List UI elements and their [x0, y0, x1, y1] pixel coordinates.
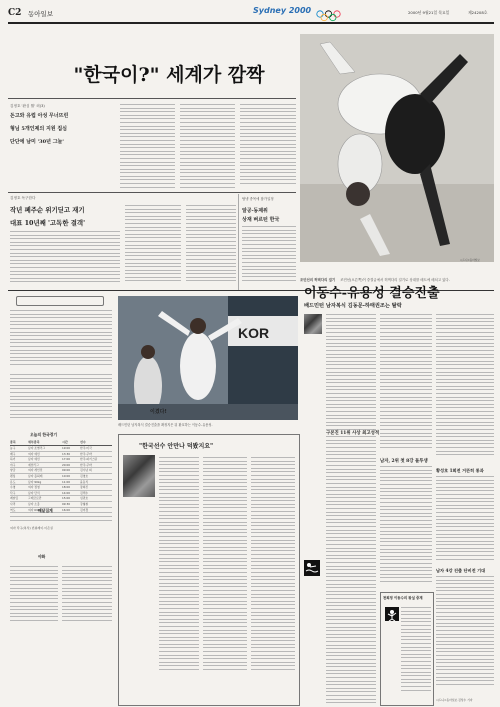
table-cell: 강형철: [80, 501, 89, 506]
table-cell: 김택수: [80, 490, 89, 495]
judo-caption-label: 조민선의 허벅다리 걸기: [300, 278, 336, 282]
swimming-icon: [304, 560, 320, 576]
table-cell: 한국-파키스탄: [80, 457, 98, 462]
archery-headline-2: 대표 10년째 '고독한 결객': [10, 219, 86, 227]
section-name: 동아일보: [28, 10, 54, 18]
table-cell: 김미경: [80, 507, 89, 512]
table-cell: 그레코로만: [28, 496, 42, 501]
table-cell: 수영: [10, 485, 16, 490]
table-cell: 여자 개인전: [28, 468, 43, 473]
korea-today-title: 오늘의 한국경기: [30, 432, 57, 437]
table-cell: 배구: [10, 451, 16, 456]
table-cell: 김수녕 외: [80, 468, 92, 473]
table-cell: 하키: [10, 457, 16, 462]
issue-date: 2000년 9월21일 목요일: [408, 10, 450, 15]
table-cell: 19:00: [62, 446, 71, 450]
table-cell: 13:30: [62, 451, 71, 456]
korea-today-table: [10, 440, 112, 513]
table-header-cell: 선수: [80, 440, 86, 444]
main-body-col1: [326, 314, 376, 704]
comment-body-2: [203, 457, 247, 697]
lead-body-col3: [240, 104, 296, 190]
table-cell: 18:00: [62, 485, 71, 490]
table-cell: 09:30: [62, 501, 71, 506]
table-cell: 펜싱: [10, 473, 16, 478]
comment-body-1: [159, 457, 199, 697]
left-box-body: [10, 310, 112, 370]
bottom-box-body: [401, 607, 431, 697]
lead-deck-line: 단단에 남미 '30년 그늘': [10, 139, 64, 145]
table-cell: 여자 69kg: [28, 507, 42, 512]
archery-body-left: [10, 231, 120, 287]
main-section-head: 남자, 2위 첫 8강 돌투생: [380, 459, 428, 464]
table-cell: 16:00: [62, 507, 71, 512]
table-cell: 야구: [10, 462, 16, 467]
table-cell: 유도: [10, 479, 16, 484]
table-cell: 15:00: [62, 496, 71, 501]
header-rule: [8, 22, 494, 24]
table-cell: 윤동식: [80, 479, 89, 484]
side-column-tag: 팀냉 종목에 참가일정: [242, 197, 274, 201]
table-header-cell: 시간: [62, 440, 68, 444]
badminton-caption: 배드민턴 남자복식 결승진출을 확정지은 뒤 환호하는 이동수-유용성.: [118, 423, 213, 427]
table-cell: 14:00: [62, 490, 71, 495]
lead-body-col2: [180, 104, 235, 190]
table-cell: 장희진: [80, 485, 89, 490]
lead-rule: [8, 98, 296, 99]
archery-body-right: [186, 205, 236, 287]
seoul-title: 야화: [38, 554, 46, 559]
table-cell: 남자 90kg: [28, 479, 42, 484]
archery-body-mid: [125, 205, 181, 287]
seoul-body-left: [10, 566, 58, 626]
side-column-title-1: 알공·동제위: [242, 208, 268, 214]
bottom-right-box: [380, 592, 434, 706]
table-cell: 사격: [10, 501, 16, 506]
left-box-body-2: [10, 374, 112, 424]
judo-caption-text: 조민선(오른쪽)이 중결급에서 허벅다리 걸기로 상대를 매트에 메치고 있다.: [340, 278, 450, 282]
judo-photo: [300, 34, 494, 262]
table-cell: 10:00: [62, 473, 71, 478]
table-cell: 남자 플뢰레: [28, 473, 43, 478]
table-cell: 탁구: [10, 490, 16, 495]
main-body-col3: [436, 314, 494, 464]
page-header: [8, 6, 494, 22]
medal-title: 메달집계: [38, 508, 53, 513]
table-cell: 한국-쿠바: [80, 462, 92, 467]
table-cell: 09:00: [62, 468, 71, 473]
right-body-2: [436, 576, 494, 694]
main-section-head: 구본진 11위 사상 최고성적: [326, 431, 380, 436]
table-cell: 예선리그: [28, 462, 39, 467]
svg-text:KOR: KOR: [238, 325, 270, 341]
page-number: C2: [8, 8, 22, 18]
main-body-col2: [380, 314, 432, 454]
brand-logo: Sydney 2000: [253, 6, 312, 15]
lead-body-col1: [120, 104, 175, 190]
table-cell: 한국-미국: [80, 446, 92, 450]
issue-number: 제24208호: [468, 10, 488, 15]
comment-box: [118, 434, 300, 706]
badminton-icon: [385, 607, 399, 621]
table-cell: 여자 예선: [28, 451, 40, 456]
lead-deck-line: 돈고와 유럽 아성 무너뜨린: [10, 113, 69, 119]
main-story-thumb: [304, 314, 322, 334]
lead-byline: 김정호 '완심 월' 외(3): [10, 104, 45, 108]
table-cell: 20:00: [62, 462, 71, 467]
comment-title: "한국선수 안만나 덕봤지요": [139, 443, 214, 450]
archery-rule: [8, 192, 296, 193]
table-cell: 17:00: [62, 457, 71, 462]
table-cell: 11:00: [62, 479, 71, 484]
medal-left: 여자 탁구(복식) 빈위레이·이은실: [10, 526, 53, 530]
lead-deck-line: 형님 5개인제의 지원 집심: [10, 126, 68, 132]
table-header-cell: 종목: [10, 440, 16, 444]
table-cell: 남자 예선: [28, 457, 40, 462]
table-cell: 남자 단식: [28, 490, 40, 495]
table-row: [10, 508, 112, 514]
right-head-2: 남자 4강 진출 단비전 기대: [436, 568, 486, 573]
table-cell: 양궁: [10, 468, 16, 473]
table-cell: 남자 소총: [28, 501, 40, 506]
side-column-title-2: 상재 벼르턴 한국: [242, 217, 280, 223]
left-box-tag: [16, 296, 104, 306]
right-body-1: [436, 476, 494, 566]
left-column: [8, 294, 114, 704]
bottom-box-title: 천희정 이동수의 왕실 중계: [383, 596, 423, 600]
badminton-tag: 이겼다!: [150, 409, 167, 415]
side-column-body: [242, 226, 296, 286]
archery-headline-1: 작년 폐주순 위기딛고 재기: [10, 206, 85, 214]
table-cell: 역도: [10, 507, 16, 512]
comment-body-3: [251, 457, 295, 697]
table-cell: 여자 접영: [28, 485, 40, 490]
table-cell: 김영호: [80, 473, 89, 478]
footer-credit: 시드니=동아일보·김상수 기자: [436, 698, 473, 702]
table-cell: 한국-쿠바: [80, 451, 92, 456]
medal-body: [10, 516, 112, 526]
archery-byline: 김정호 독구한다: [10, 196, 36, 200]
table-cell: 레슬링: [10, 496, 19, 501]
column-divider: [238, 194, 239, 290]
main-body-col2b: [380, 466, 432, 586]
judo-photo-credit: 시드니=동아일보: [460, 259, 480, 262]
main-subhead: 배드민턴 남자복식 김동문-하태권조는 탈락: [304, 303, 402, 309]
table-cell: 농구: [10, 446, 16, 450]
table-cell: 남자 조별리그: [28, 446, 46, 450]
lead-headline: "한국이?" 세계가 깜짝: [73, 64, 265, 86]
comment-portrait: [123, 455, 155, 497]
lead-deck: [10, 112, 115, 145]
table-cell: 심권호: [80, 496, 89, 501]
seoul-body-right: [62, 566, 112, 626]
table-body: [10, 446, 112, 513]
badminton-photo: [118, 296, 298, 420]
table-header-cell: 세부종목: [28, 440, 40, 444]
right-head-1: 황성호 1회전 거뜬히 통과: [436, 468, 484, 473]
main-headline: 이동수-유용성 결승진출: [304, 286, 440, 301]
